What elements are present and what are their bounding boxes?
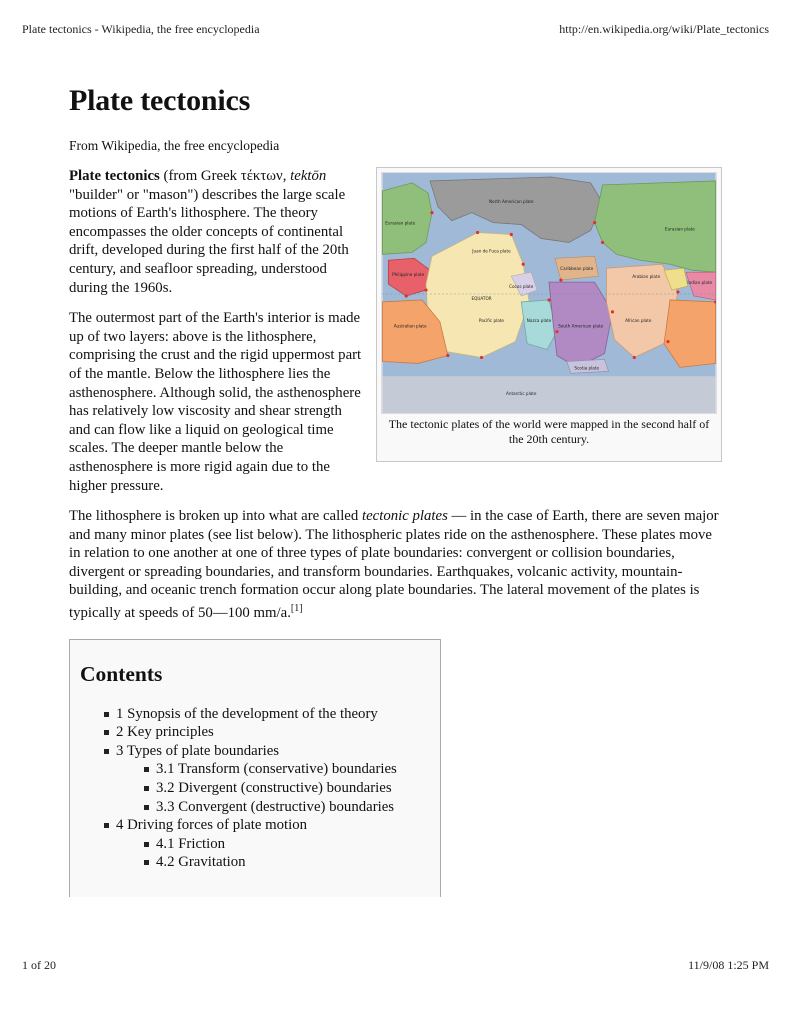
tectonic-plates-link[interactable]: tectonic plates <box>361 508 448 525</box>
toc-item[interactable] <box>116 723 430 742</box>
text-run: , <box>282 168 291 184</box>
label-cocos: Cocos plate <box>509 284 534 290</box>
print-footer-date: 11/9/08 1:25 PM <box>688 958 769 972</box>
term-bold: Plate tectonics <box>69 168 160 184</box>
label-eurasian-east: Eurasian plate <box>664 226 695 232</box>
site-subtitle: From Wikipedia, the free encyclopedia <box>69 138 280 153</box>
text-run: The lithosphere is broken up into what are called <box>69 508 362 525</box>
toc-item-label[interactable]: 4.1 Friction <box>156 835 226 852</box>
toc-title: Contents <box>80 661 163 686</box>
toc-subitem[interactable] <box>156 798 430 817</box>
toc-item[interactable] <box>116 705 430 724</box>
toc-item-label[interactable]: 1 Synopsis of the development of the theory <box>116 705 378 722</box>
label-arabian: Arabian plate <box>632 274 661 280</box>
label-nazca: Nazca plate <box>526 317 552 323</box>
toc-subitem[interactable] <box>156 835 430 854</box>
toc-list <box>80 705 430 872</box>
label-australian-west: Australian plate <box>393 323 427 329</box>
toc-item-label[interactable]: 3.3 Convergent (destructive) boundaries <box>156 798 395 815</box>
toc-item-label[interactable]: 3.2 Divergent (constructive) boundaries <box>156 779 392 796</box>
paragraph-layers: The outermost part of the Earth's interior is made up of two layers: above is the lithosphere, comprising the crust and the rigid uppermost part of the mantle. Below the lithosphere lies the asthenosphere. Although solid, the asthenosphere has relatively low viscosity and shear strength and can flow like a liquid on geological time scales. The deeper mantle below the asthenosphere is more rigid again due to the higher pressure. <box>69 310 362 494</box>
toc-item-label[interactable]: 4.2 Gravitation <box>156 854 246 871</box>
toc-item[interactable] <box>116 816 430 872</box>
greek-term[interactable]: τέκτων <box>240 168 283 184</box>
label-indian: Indian plate <box>687 280 713 286</box>
label-juan-de-fuca: Juan de Fuca plate <box>472 248 511 254</box>
label-north-american: North American plate <box>489 198 534 204</box>
label-eurasian-west: Eurasian plate <box>385 220 416 226</box>
label-antarctic: Antarctic plate <box>505 391 537 397</box>
label-equator: EQUATOR <box>471 295 492 301</box>
toc-item-label[interactable]: 3 Types of plate boundaries <box>116 742 280 759</box>
label-scotia: Scotia plate <box>574 365 600 371</box>
print-footer-page: 1 of 20 <box>22 958 56 972</box>
label-pacific: Pacific plate <box>478 317 505 323</box>
toc-sublist <box>116 760 430 816</box>
toc-item-label[interactable]: 3.1 Transform (conservative) boundaries <box>156 761 397 778</box>
thumbnail-figure <box>376 167 722 462</box>
text-run: "builder" or "mason") describes the large scale motions of Earth's lithosphere. The theory encompasses the older concepts of continental drift, developed during the first half of the 20th century, and seafloor spreading, understood during the 1960s. <box>69 186 349 296</box>
print-header-url: http://en.wikipedia.org/wiki/Plate_tectonics <box>559 22 769 36</box>
page-title: Plate tectonics <box>69 84 251 117</box>
reference-link[interactable]: [1] <box>290 603 303 615</box>
toc-sublist <box>116 835 430 872</box>
toc-subitem[interactable] <box>156 853 430 872</box>
text-run: — in the case of Earth, there are seven major and many minor plates (see list below). The lithospheric plates ride on the asthenosphere. These plates move in relation to one another at one of three types of plate boundaries: convergent or collision boundaries, divergent or spreading boundaries, and transform boundaries. Earthquakes, volcanic activity, mountain-building, and oceanic trench formation occur along plate boundaries. The lateral movement of the plates is typically at speeds of 50—100 mm/a. <box>69 508 719 621</box>
toc-subitem[interactable] <box>156 760 430 779</box>
toc-subitem[interactable] <box>156 779 430 798</box>
label-south-american: South American plate <box>558 323 604 329</box>
toc-item-label[interactable]: 2 Key principles <box>116 724 214 741</box>
tectonic-plates-map[interactable] <box>381 172 717 414</box>
antarctic-plate <box>382 376 715 413</box>
transliteration: tektōn <box>290 168 327 184</box>
text-run: (from Greek <box>159 168 241 184</box>
paragraph-lithosphere <box>69 507 722 622</box>
article-content <box>69 84 722 897</box>
figure-caption: The tectonic plates of the world were mapped in the second half of the 20th century. <box>388 417 710 446</box>
eurasian-plate-west <box>382 183 432 254</box>
label-philippine: Philippine plate <box>392 272 425 278</box>
toc-item[interactable] <box>116 742 430 816</box>
label-caribbean: Caribbean plate <box>560 266 594 272</box>
toc-item-label[interactable]: 4 Driving forces of plate motion <box>116 817 308 834</box>
print-header-title: Plate tectonics - Wikipedia, the free encyclopedia <box>22 22 260 36</box>
table-of-contents <box>69 639 441 897</box>
label-african: African plate <box>625 317 652 323</box>
